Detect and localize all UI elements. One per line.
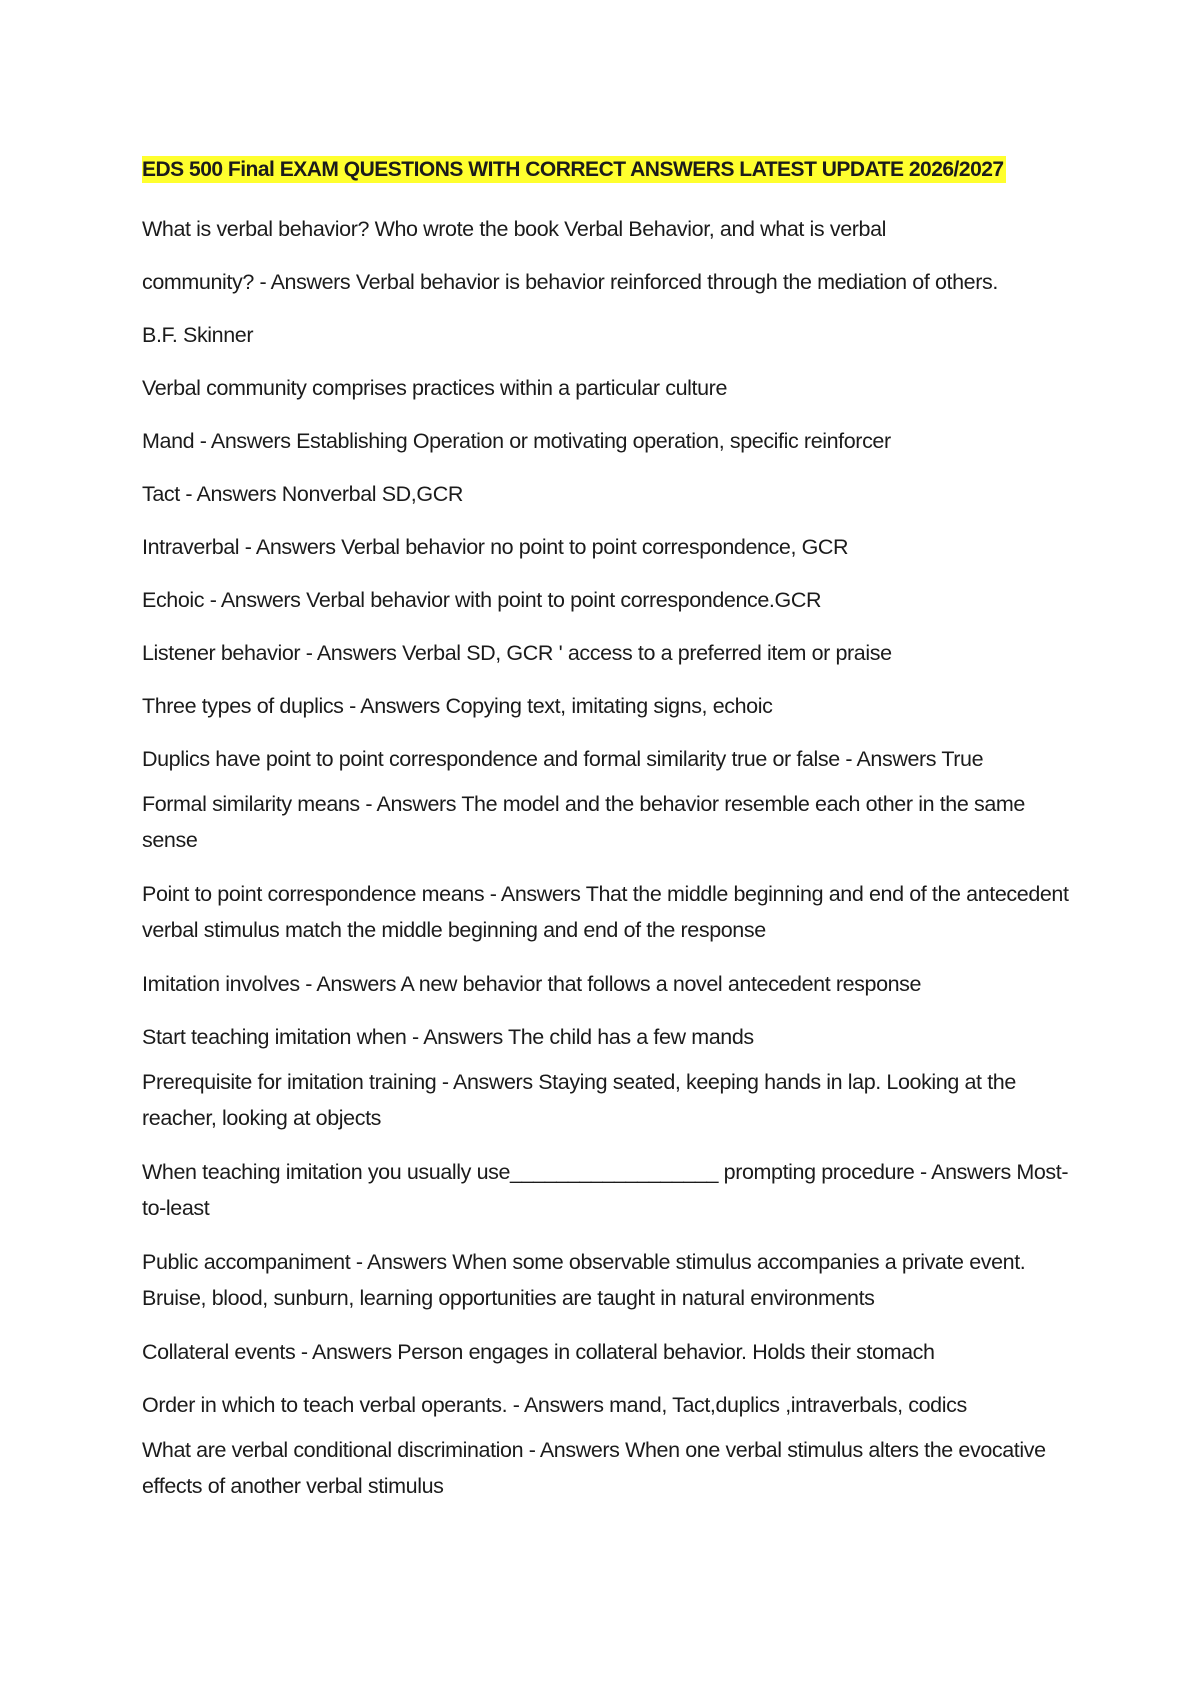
paragraph: Order in which to teach verbal operants. - Answers mand, Tact,duplics ,intraverbals, codics: [142, 1393, 967, 1417]
paragraph: community? - Answers Verbal behavior is behavior reinforced through the mediation of others.: [142, 270, 998, 294]
paragraph: Mand - Answers Establishing Operation or motivating operation, specific reinforcer: [142, 429, 891, 453]
paragraph: Collateral events - Answers Person engages in collateral behavior. Holds their stomach: [142, 1340, 935, 1364]
paragraph: Public accompaniment - Answers When some observable stimulus accompanies a private event. Bruise, blood, sunburn, learning opportunities are taught in natural environments: [142, 1250, 1026, 1310]
paragraph: B.F. Skinner: [142, 323, 254, 347]
paragraph: When teaching imitation you usually use__________________ prompting procedure - Answers Most-to-least: [142, 1160, 1069, 1220]
paragraph: Start teaching imitation when - Answers The child has a few mands: [142, 1025, 754, 1049]
paragraph: Prerequisite for imitation training - Answers Staying seated, keeping hands in lap. Looking at the reacher, looking at objects: [142, 1070, 1016, 1130]
paragraph: Intraverbal - Answers Verbal behavior no point to point correspondence, GCR: [142, 535, 849, 559]
document-page: [142, 152, 1082, 1522]
paragraph: Duplics have point to point correspondence and formal similarity true or false - Answers True: [142, 747, 984, 771]
paragraph: Tact - Answers Nonverbal SD,GCR: [142, 482, 463, 506]
document-title: EDS 500 Final EXAM QUESTIONS WITH CORRECT ANSWERS LATEST UPDATE 2026/2027: [142, 158, 1004, 181]
paragraph: What are verbal conditional discrimination - Answers When one verbal stimulus alters the evocative effects of another verbal stimulus: [142, 1438, 1046, 1498]
paragraph: Imitation involves - Answers A new behavior that follows a novel antecedent response: [142, 972, 922, 996]
title-line: [142, 152, 1082, 190]
paragraph: Verbal community comprises practices within a particular culture: [142, 376, 727, 400]
paragraph: Listener behavior - Answers Verbal SD, GCR ' access to a preferred item or praise: [142, 641, 892, 665]
paragraph: Formal similarity means - Answers The model and the behavior resemble each other in the same sense: [142, 792, 1025, 852]
paragraph: Point to point correspondence means - Answers That the middle beginning and end of the antecedent verbal stimulus match the middle beginning and end of the response: [142, 882, 1069, 942]
paragraph: Echoic - Answers Verbal behavior with point to point correspondence.GCR: [142, 588, 822, 612]
paragraph: Three types of duplics - Answers Copying text, imitating signs, echoic: [142, 694, 773, 718]
paragraph: What is verbal behavior? Who wrote the book Verbal Behavior, and what is verbal: [142, 217, 887, 241]
